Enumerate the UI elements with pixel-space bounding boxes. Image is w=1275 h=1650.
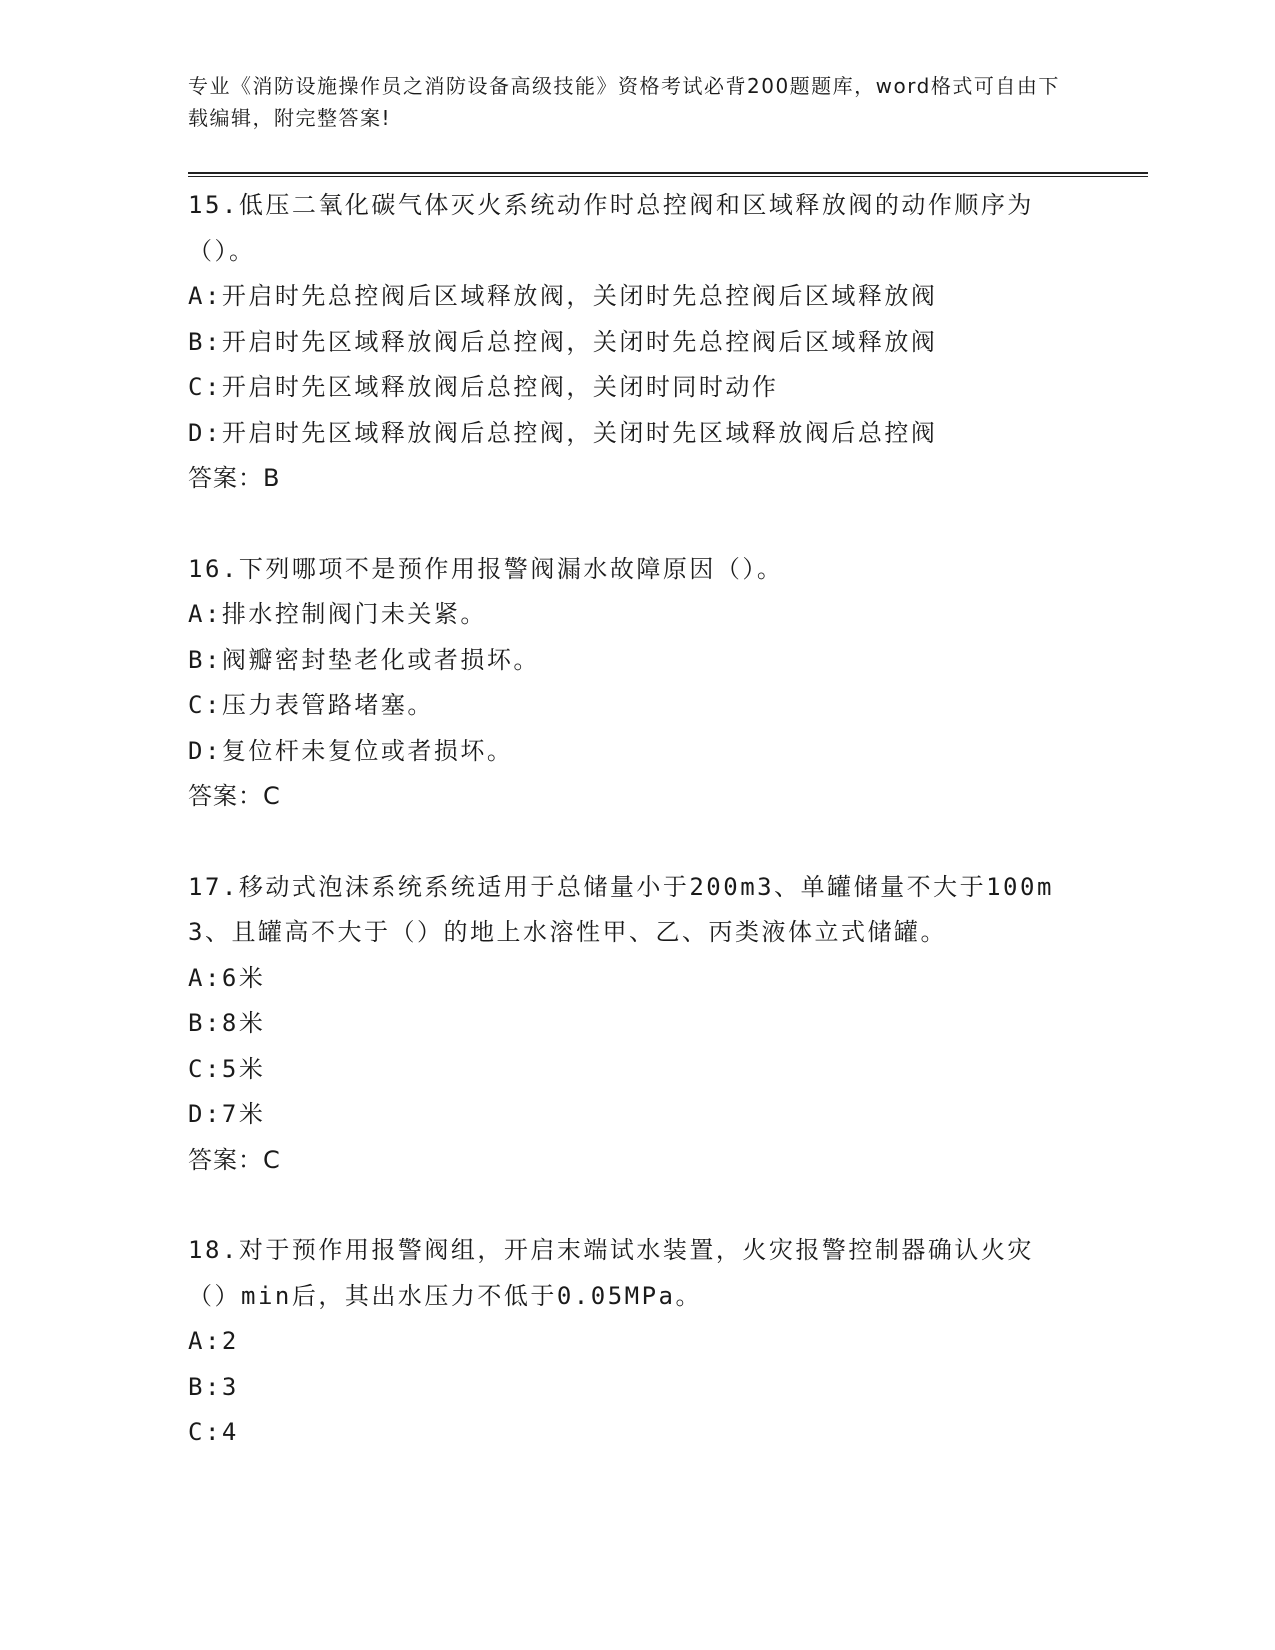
option-d: D:开启时先区域释放阀后总控阀，关闭时先区域释放阀后总控阀 bbox=[188, 418, 938, 447]
question-16 bbox=[188, 547, 1148, 820]
answer-label: 答案：C bbox=[188, 782, 281, 810]
option-a: A:6米 bbox=[188, 963, 266, 992]
option-c: C:5米 bbox=[188, 1054, 266, 1083]
option-b: B:8米 bbox=[188, 1009, 266, 1037]
question-stem: 17.移动式泡沫系统系统适用于总储量小于200m3、单罐储量不大于100m3、且罐高不大于（）的地上水溶性甲、乙、丙类液体立式储罐。 bbox=[188, 872, 1054, 946]
option-c: C:开启时先区域释放阀后总控阀，关闭时同时动作 bbox=[188, 373, 779, 401]
answer-label: 答案：B bbox=[188, 464, 281, 492]
option-b: B:阀瓣密封垫老化或者损坏。 bbox=[188, 645, 540, 674]
option-d: D:7米 bbox=[188, 1100, 266, 1128]
option-a: A:开启时先总控阀后区域释放阀，关闭时先总控阀后区域释放阀 bbox=[188, 282, 938, 310]
option-c: C:压力表管路堵塞。 bbox=[188, 691, 434, 719]
question-stem: 16.下列哪项不是预作用报警阀漏水故障原因（）。 bbox=[188, 554, 784, 583]
question-18 bbox=[188, 1228, 1148, 1456]
question-15 bbox=[188, 183, 1148, 502]
option-c: C:4 bbox=[188, 1418, 239, 1446]
option-b: B:开启时先区域释放阀后总控阀，关闭时先总控阀后区域释放阀 bbox=[188, 327, 938, 356]
document-header: 专业《消防设施操作员之消防设备高级技能》资格考试必背200题题库，word格式可自由下载编辑，附完整答案! bbox=[188, 74, 1060, 130]
question-stem: 15.低压二氧化碳气体灭火系统动作时总控阀和区域释放阀的动作顺序为（）。 bbox=[188, 191, 1034, 265]
option-b: B:3 bbox=[188, 1372, 239, 1401]
header-divider bbox=[188, 172, 1148, 177]
question-stem: 18.对于预作用报警阀组，开启末端试水装置，火灾报警控制器确认火灾（）min后，其出水压力不低于0.05MPa。 bbox=[188, 1236, 1034, 1310]
option-a: A:2 bbox=[188, 1327, 239, 1355]
document-page bbox=[188, 70, 1148, 1456]
option-d: D:复位杆未复位或者损坏。 bbox=[188, 736, 514, 765]
question-17 bbox=[188, 865, 1148, 1184]
answer-label: 答案：C bbox=[188, 1145, 281, 1174]
option-a: A:排水控制阀门未关紧。 bbox=[188, 600, 487, 628]
